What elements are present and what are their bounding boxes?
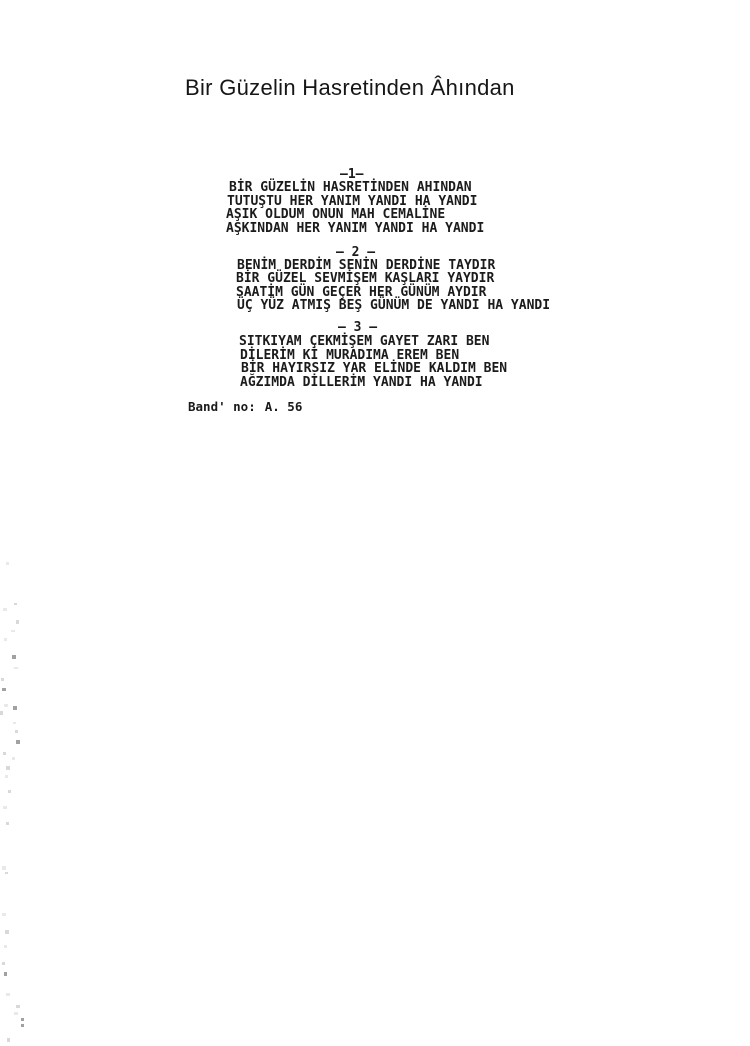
scan-speck [16,620,19,624]
scan-speck [2,962,5,965]
scan-speck [3,806,7,809]
scan-speck [3,608,7,611]
scan-speck [2,688,6,691]
scan-speck [16,1005,20,1008]
stanza-3-number: — 3 — [338,320,378,335]
scan-speck [15,730,18,733]
scan-speck [13,706,17,710]
scan-speck [8,790,11,793]
scan-speck [16,740,20,744]
lyric-line: TUTUŞTU HER YANIM YANDI HA YANDI [227,194,478,209]
scan-speck [13,722,16,724]
scan-speck [5,872,8,874]
lyric-line: BENİM DERDİM SENİN DERDİNE TAYDIR [237,258,496,273]
lyric-line: AĞZIMDA DİLLERİM YANDI HA YANDI [240,375,483,390]
scan-speck [4,945,7,948]
scan-speck [11,630,15,632]
scan-speck [21,1018,24,1021]
scan-speck [3,752,6,755]
lyric-line: SITKIYAM ÇEKMİŞEM GAYET ZARI BEN [239,334,490,349]
lyric-line: ÜÇ YÜZ ATMIŞ BEŞ GÜNÜM DE YANDI HA YANDI [237,298,551,313]
scan-speck [2,866,6,870]
stanza-1-number: —1— [340,167,364,182]
lyric-line: DİLERİM Kİ MURADIMA EREM BEN [240,348,460,363]
scan-speck [0,711,3,715]
scan-speck [6,993,10,996]
band-number-label: Band' no: [188,399,256,414]
stanza-2-number: — 2 — [336,245,376,260]
song-title: Bir Güzelin Hasretinden Âhından [185,75,515,100]
lyric-line: BİR GÜZELİN HASRETİNDEN AHINDAN [229,180,472,195]
scan-speck [14,603,17,605]
scan-speck [5,930,9,934]
scan-speck [4,972,7,976]
scan-speck [2,913,6,916]
scan-speck [21,1024,24,1027]
lyric-line: SAATİM GÜN GEÇER HER GÜNÜM AYDIR [236,285,487,300]
lyric-line: AŞKINDAN HER YANIM YANDI HA YANDI [226,221,485,236]
lyric-line: BİR GÜZEL SEVMİŞEM KAŞLARI YAYDIR [236,271,495,286]
scan-speck [6,562,9,565]
scan-speck [7,1038,10,1042]
scan-speck [6,822,9,825]
scan-speck [14,1012,18,1015]
scan-speck [4,704,8,707]
scan-speck [14,667,18,669]
band-number-value: A. 56 [264,399,303,414]
scan-speck [4,638,7,641]
scan-speck [1,678,4,681]
lyric-line: BİR HAYIRSIZ YAR ELİNDE KALDIM BEN [241,361,508,376]
band-number-line [188,399,302,414]
scan-speck [5,775,8,778]
scan-speck [6,766,10,770]
scan-speck [12,757,15,760]
scan-speck [12,655,16,659]
lyric-line: AŞIK OLDUM ONUN MAH CEMALİNE [226,207,446,222]
